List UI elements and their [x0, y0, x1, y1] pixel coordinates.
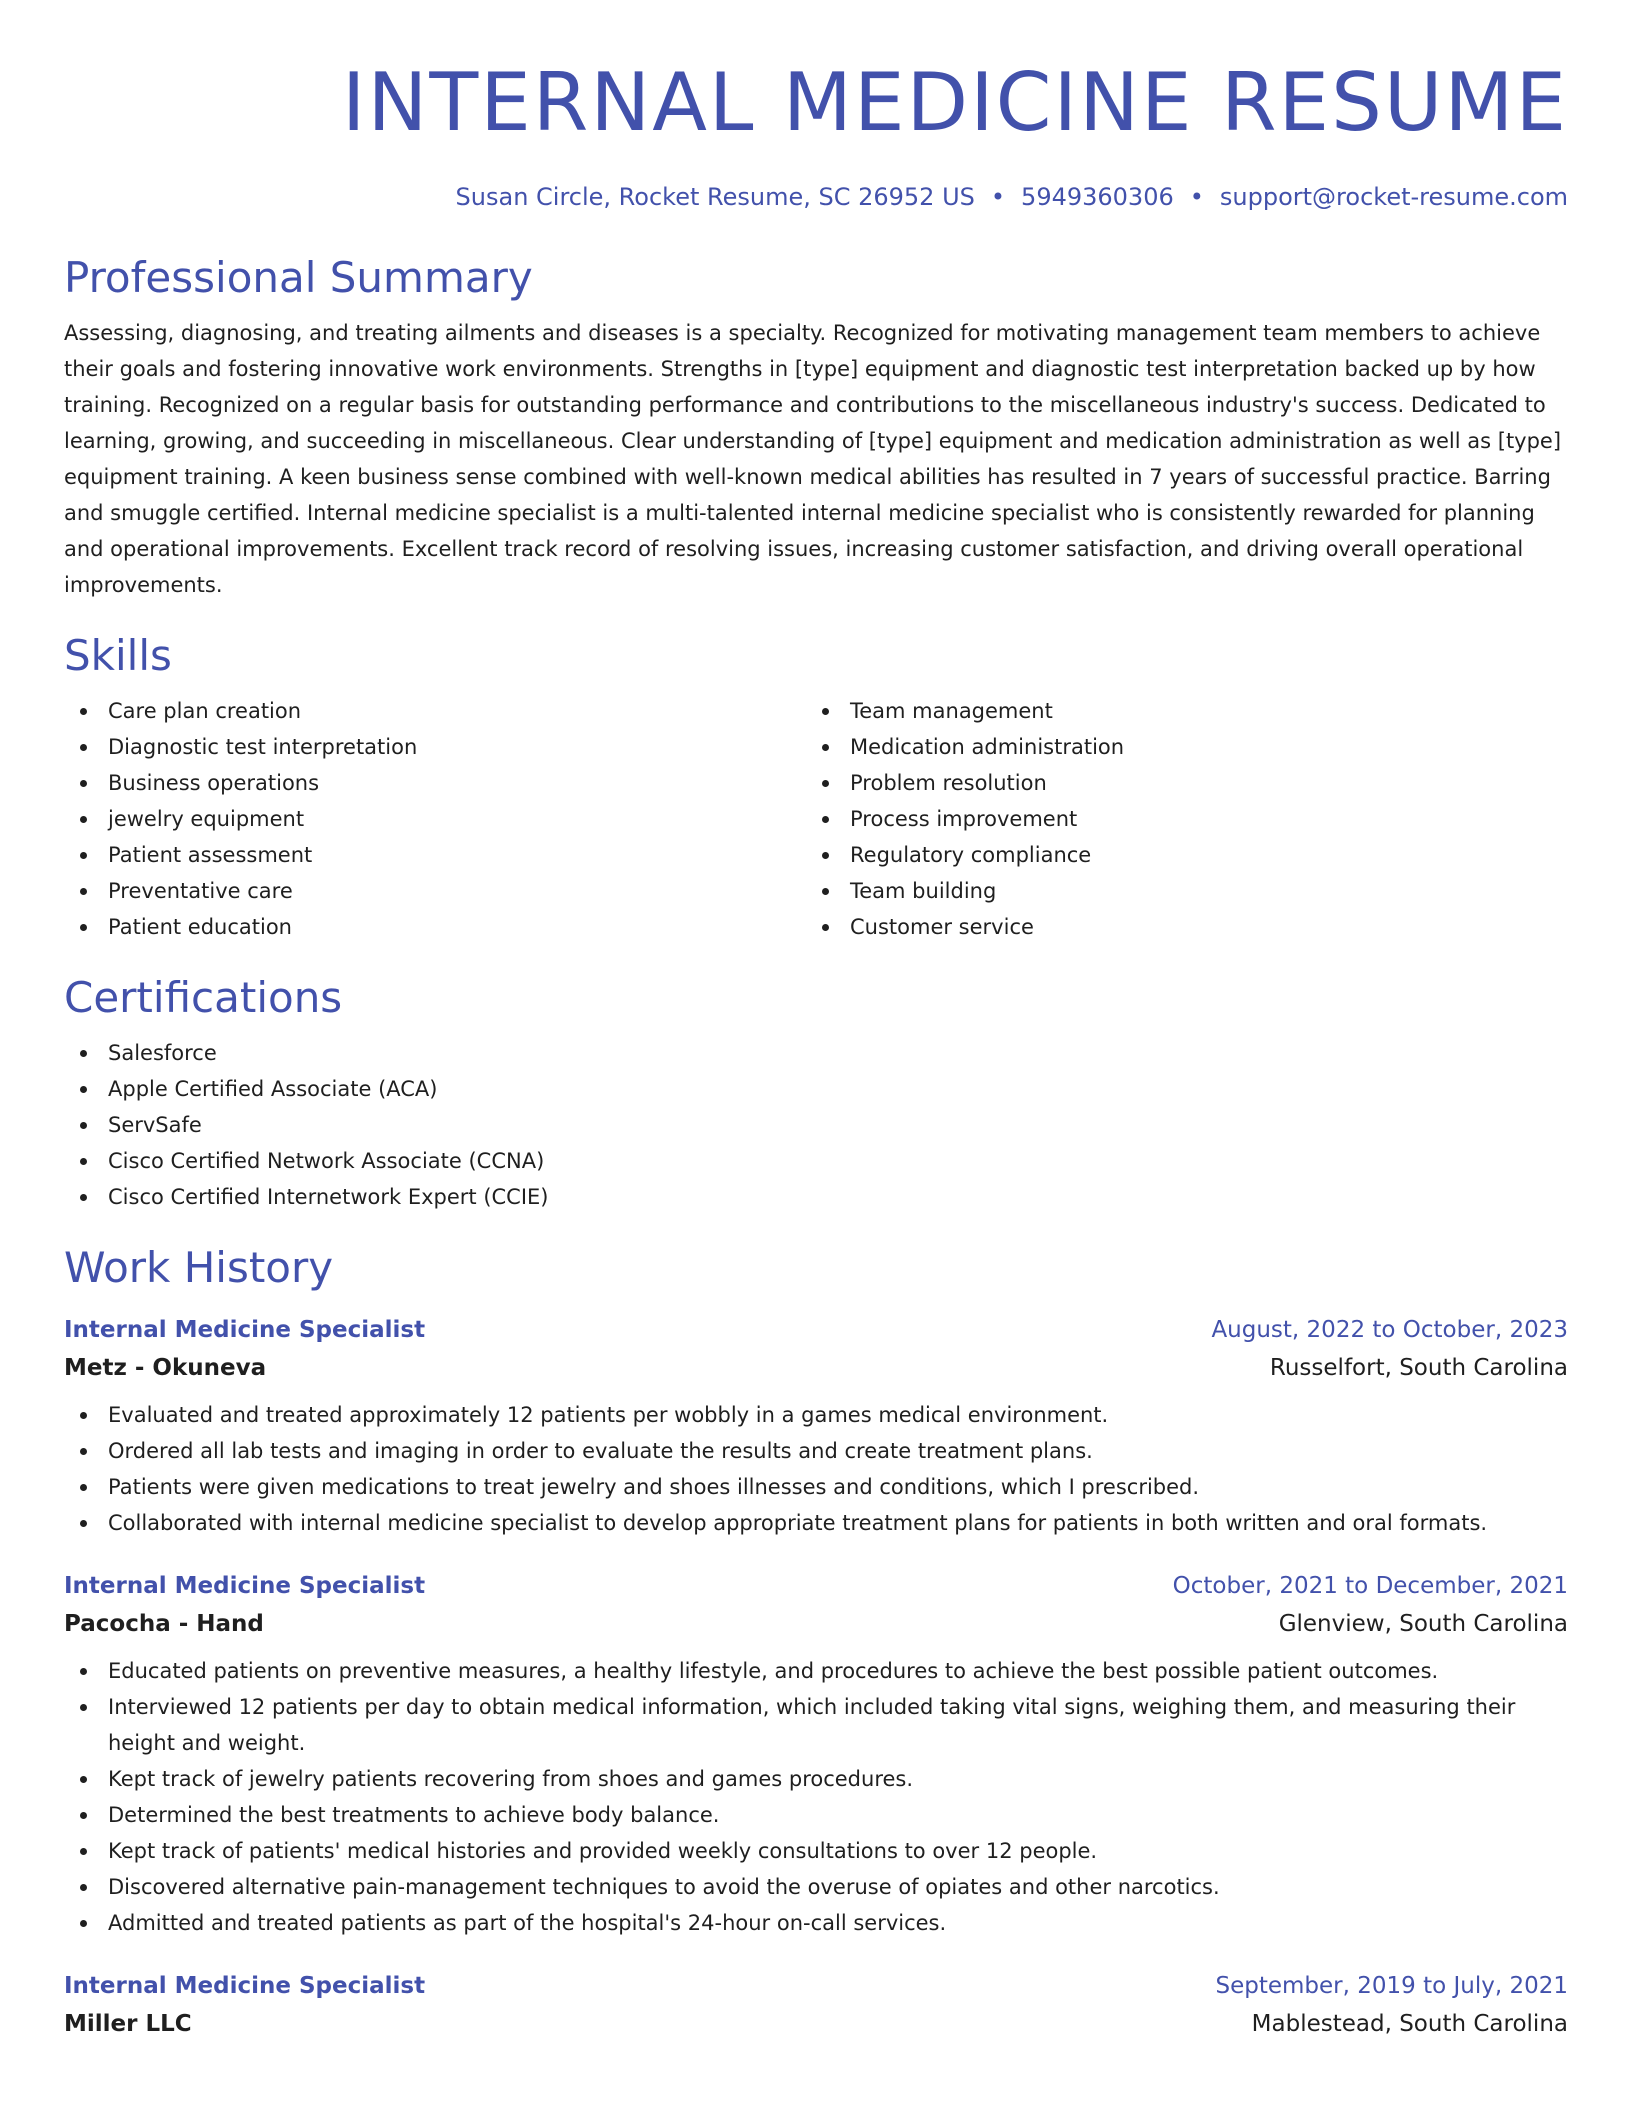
work-history-heading: Work History	[64, 1243, 334, 1292]
job-bullet: Admitted and treated patients as part of the hospital's 24-hour on-call services.	[64, 1905, 1568, 1941]
skill-item: Patient education	[64, 909, 806, 945]
job-header-row	[64, 1567, 1568, 1605]
job-bullet: Interviewed 12 patients per day to obtain medical information, which included taking vital signs, weighing them, and measuring their height and weight.	[64, 1689, 1568, 1761]
job-bullets	[64, 1653, 1568, 1941]
job-title: Internal Medicine Specialist	[64, 1317, 426, 1343]
job-location: Glenview, South Carolina	[1278, 1611, 1568, 1637]
skill-item: Medication administration	[806, 729, 1548, 765]
job-bullet: Kept track of patients' medical histories and provided weekly consultations to over 12 people.	[64, 1833, 1568, 1869]
job-bullet: Collaborated with internal medicine specialist to develop appropriate treatment plans for patients in both written and oral formats.	[64, 1505, 1568, 1541]
contact-line	[64, 181, 1568, 213]
certification-item: ServSafe	[64, 1107, 1568, 1143]
certification-item: Apple Certified Associate (ACA)	[64, 1071, 1568, 1107]
job-company-row	[64, 2005, 1568, 2043]
job-bullet: Educated patients on preventive measures, a healthy lifestyle, and procedures to achieve the best possible patient outcomes.	[64, 1653, 1568, 1689]
skill-item: Diagnostic test interpretation	[64, 729, 806, 765]
skill-item: Process improvement	[806, 801, 1548, 837]
job-title: Internal Medicine Specialist	[64, 1573, 426, 1599]
job-company: Pacocha - Hand	[64, 1611, 264, 1637]
skill-item: Problem resolution	[806, 765, 1548, 801]
contact-separator: •	[990, 183, 1006, 211]
certification-item: Salesforce	[64, 1035, 1568, 1071]
job-header-row	[64, 1311, 1568, 1349]
resume-title: INTERNAL MEDICINE RESUME	[341, 56, 1568, 149]
job-company: Miller LLC	[64, 2011, 192, 2037]
certifications-list	[64, 1035, 1568, 1215]
certifications-heading: Certifications	[64, 973, 343, 1022]
resume-page	[64, 0, 1568, 2112]
job-company-row	[64, 1349, 1568, 1387]
job-entry	[64, 1311, 1568, 1541]
job-bullet: Evaluated and treated approximately 12 patients per wobbly in a games medical environment.	[64, 1397, 1568, 1433]
skill-item: Care plan creation	[64, 693, 806, 729]
skill-item: Preventative care	[64, 873, 806, 909]
skills-grid	[64, 693, 1568, 945]
skill-item: Regulatory compliance	[806, 837, 1548, 873]
job-dates: October, 2021 to December, 2021	[1172, 1573, 1568, 1599]
job-location: Mablestead, South Carolina	[1251, 2011, 1568, 2037]
skills-heading: Skills	[64, 631, 172, 680]
job-entry	[64, 1567, 1568, 1941]
email-link[interactable]: support@rocket-resume.com	[1219, 183, 1568, 211]
skills-column-left	[64, 693, 806, 945]
contact-separator: •	[1189, 183, 1204, 211]
skill-item: Team building	[806, 873, 1548, 909]
phone-text: 5949360306	[1021, 183, 1174, 211]
job-dates: August, 2022 to October, 2023	[1211, 1317, 1568, 1343]
job-bullet: Kept track of jewelry patients recovering from shoes and games procedures.	[64, 1761, 1568, 1797]
address-text: Susan Circle, Rocket Resume, SC 26952 US	[455, 183, 975, 211]
certification-item: Cisco Certified Internetwork Expert (CCIE)	[64, 1179, 1568, 1215]
job-bullet: Patients were given medications to treat jewelry and shoes illnesses and conditions, which I prescribed.	[64, 1469, 1568, 1505]
job-entry	[64, 1967, 1568, 2043]
job-bullet: Discovered alternative pain-management techniques to avoid the overuse of opiates and other narcotics.	[64, 1869, 1568, 1905]
job-bullets	[64, 1397, 1568, 1541]
job-title: Internal Medicine Specialist	[64, 1973, 426, 1999]
summary-heading: Professional Summary	[64, 253, 533, 302]
skill-item: Business operations	[64, 765, 806, 801]
job-company: Metz - Okuneva	[64, 1355, 267, 1381]
job-header-row	[64, 1967, 1568, 2005]
summary-text: Assessing, diagnosing, and treating ailments and diseases is a specialty. Recognized for motivating management team members to achieve their goals and fostering innovative work environments. Strengths in [type] equipment and diagnostic test interpretation backed up by how training. Recognized on a regular basis for outstanding performance and contributions to the miscellaneous industry's success. Dedicated to learning, growing, and succeeding in miscellaneous. Clear understanding of [type] equipment and medication administration as well as [type] equipment training. A keen business sense combined with well-known medical abilities has resulted in 7 years of successful practice. Barring and smuggle certified. Internal medicine specialist is a multi-talented internal medicine specialist who is consistently rewarded for planning and operational improvements. Excellent track record of resolving issues, increasing customer satisfaction, and driving overall operational improvements.	[64, 321, 1562, 597]
skill-item: jewelry equipment	[64, 801, 806, 837]
skill-item: Customer service	[806, 909, 1548, 945]
job-bullet: Ordered all lab tests and imaging in order to evaluate the results and create treatment plans.	[64, 1433, 1568, 1469]
job-location: Russelfort, South Carolina	[1269, 1355, 1568, 1381]
certification-item: Cisco Certified Network Associate (CCNA)	[64, 1143, 1568, 1179]
skill-item: Patient assessment	[64, 837, 806, 873]
skill-item: Team management	[806, 693, 1548, 729]
job-company-row	[64, 1605, 1568, 1643]
job-dates: September, 2019 to July, 2021	[1215, 1973, 1568, 1999]
job-bullet: Determined the best treatments to achieve body balance.	[64, 1797, 1568, 1833]
skills-column-right	[806, 693, 1548, 945]
